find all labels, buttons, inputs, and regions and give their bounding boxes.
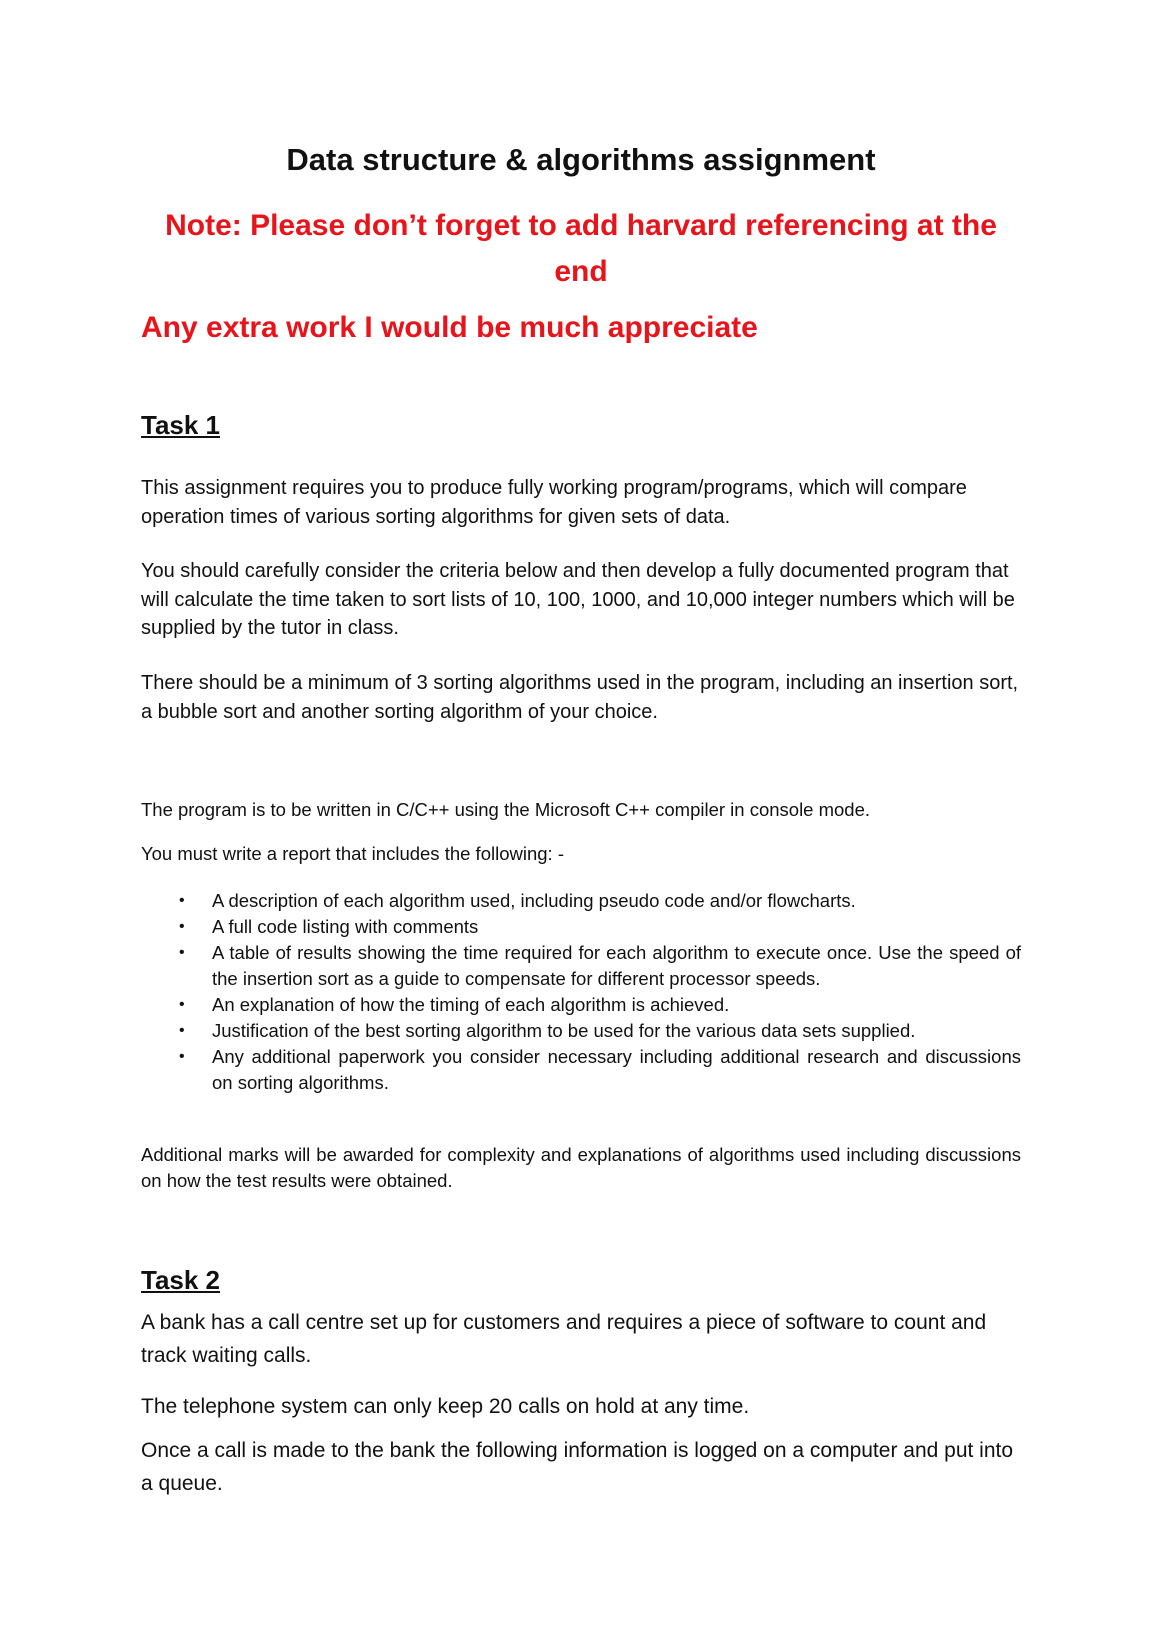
bullet-icon: • bbox=[179, 918, 185, 935]
list-item bbox=[141, 1018, 1021, 1044]
list-item-text: An explanation of how the timing of each algorithm is achieved. bbox=[212, 994, 730, 1015]
list-item-text: Any additional paperwork you consider necessary including additional research and discussions on sorting algorithms. bbox=[212, 1046, 1021, 1093]
language-note: The program is to be written in C/C++ using the Microsoft C++ compiler in console mode. bbox=[141, 799, 871, 820]
task2-paragraph-1: A bank has a call centre set up for customers and requires a piece of software to count and track waiting calls. bbox=[141, 1311, 987, 1367]
task2-paragraph-2: The telephone system can only keep 20 calls on hold at any time. bbox=[141, 1395, 750, 1418]
task1-paragraph-3: There should be a minimum of 3 sorting algorithms used in the program, including an insertion sort, a bubble sort and another sorting algorithm of your choice. bbox=[141, 672, 1019, 723]
document-title: Data structure & algorithms assignment bbox=[286, 142, 876, 177]
requirements-list bbox=[141, 888, 1021, 1096]
list-item-text: A description of each algorithm used, including pseudo code and/or flowcharts. bbox=[212, 890, 856, 911]
bullet-icon: • bbox=[179, 996, 185, 1013]
list-item bbox=[141, 888, 1021, 914]
list-item-text: A table of results showing the time required for each algorithm to execute once. Use the speed of the insertion sort as a guide to compensate for different processor speeds. bbox=[212, 942, 1021, 989]
list-item-text: A full code listing with comments bbox=[212, 916, 479, 937]
task2-paragraph-3: Once a call is made to the bank the following information is logged on a computer and put into a queue. bbox=[141, 1439, 1014, 1495]
list-item bbox=[141, 1044, 1021, 1096]
task2-heading: Task 2 bbox=[141, 1265, 221, 1295]
additional-marks: Additional marks will be awarded for complexity and explanations of algorithms used including discussions on how the test results were obtained. bbox=[141, 1144, 1021, 1191]
extra-work-note: Any extra work I would be much appreciate bbox=[141, 311, 758, 344]
bullet-icon: • bbox=[179, 1022, 185, 1039]
list-item-text: Justification of the best sorting algorithm to be used for the various data sets supplied. bbox=[212, 1020, 916, 1041]
task1-heading: Task 1 bbox=[141, 410, 221, 440]
list-item bbox=[141, 940, 1021, 992]
list-item bbox=[141, 914, 1021, 940]
bullet-icon: • bbox=[179, 892, 185, 909]
bullet-icon: • bbox=[179, 1048, 185, 1065]
bullet-icon: • bbox=[179, 944, 185, 961]
task1-paragraph-2: You should carefully consider the criteria below and then develop a fully documented program that will calculate the time taken to sort lists of 10, 100, 1000, and 10,000 integer numbers which will be supplied by the tutor in class. bbox=[141, 560, 1015, 639]
report-intro: You must write a report that includes the following: - bbox=[141, 843, 564, 864]
referencing-note: Note: Please don’t forget to add harvard referencing at the end bbox=[165, 209, 997, 288]
task1-paragraph-1: This assignment requires you to produce fully working program/programs, which will compare operation times of various sorting algorithms for given sets of data. bbox=[141, 477, 967, 528]
list-item bbox=[141, 992, 1021, 1018]
